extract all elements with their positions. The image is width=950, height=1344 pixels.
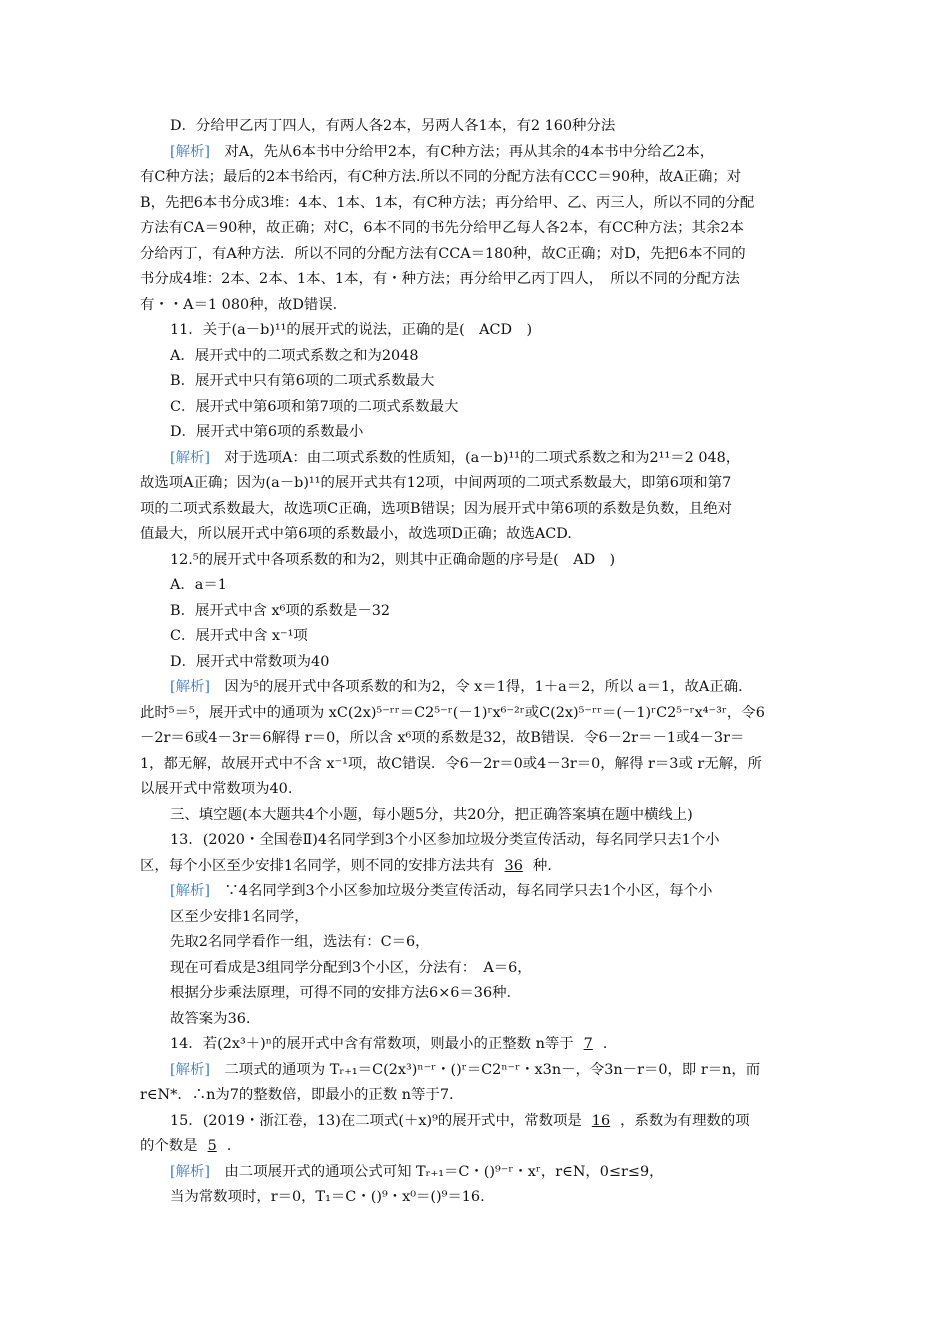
line-text: 书分成4堆：2本、2本、1本、1本，有・种方法；再分给甲乙丙丁四人， 所以不同的分配方法: [140, 271, 740, 287]
line-text: D．展开式中第6项的系数最小: [170, 424, 364, 440]
analysis-tag: [解析]: [170, 449, 211, 466]
text-line: [140, 267, 830, 293]
analysis-tag: [解析]: [170, 883, 211, 899]
line-text: C．展开式中含 x⁻¹项: [170, 628, 308, 644]
line-text: 13．(2020・全国卷Ⅱ)4名同学到3个小区参加垃圾分类宣传活动，每名同学只去1个小: [170, 832, 720, 848]
line-text: 值最大，所以展开式中第6项的系数最小，故选项D正确；故选ACD.: [140, 526, 572, 542]
line-text: 分给丙丁，有A种方法．所以不同的分配方法有CCA＝180种，故C正确；对D，先把6本不同的: [140, 245, 746, 262]
line-text: r∈N*．∴n为7的整数倍，即最小的正数 n等于7.: [140, 1087, 454, 1103]
text-line: [140, 216, 830, 242]
text-line: [140, 828, 830, 854]
line-text-after: .: [602, 1036, 608, 1052]
text-line: [140, 1032, 830, 1058]
line-text: C．展开式中第6项和第7项的二项式系数最大: [170, 398, 459, 415]
text-line: [140, 344, 830, 370]
line-text: 区，每个小区至少安排1名同学，则不同的安排方法共有: [140, 857, 495, 874]
text-line: [140, 1185, 830, 1211]
line-text: 根据分步乘法原理，可得不同的安排方法6×6＝36种．: [170, 985, 521, 1001]
line-text: 项的二项式系数最大，故选项C正确，选项B错误；因为展开式中第6项的系数是负数，且绝对: [140, 500, 732, 517]
line-text: 现在可看成是3组同学分配到3个小区，分法有： A＝6，: [170, 959, 532, 976]
line-text: 14．若(2x³＋)ⁿ的展开式中含有常数项，则最小的正整数 n等于: [170, 1036, 574, 1052]
line-text: 故选项A正确；因为(a－b)¹¹的展开式共有12项，中间两项的二项式系数最大，即第6项和第7: [140, 475, 732, 491]
text-line: [140, 599, 830, 625]
text-line: [140, 1058, 830, 1084]
line-text: 故答案为36.: [170, 1010, 251, 1027]
text-line: [140, 803, 830, 829]
text-line: [140, 165, 830, 191]
line-text: B．展开式中含 x⁶项的系数是－32: [170, 602, 391, 619]
analysis-tag: [解析]: [170, 679, 211, 695]
text-line: [140, 624, 830, 650]
text-line: [140, 497, 830, 523]
line-text: 区至少安排1名同学，: [170, 908, 309, 925]
line-text: D．分给甲乙丙丁四人，有两人各2本，另两人各1本，有2 160种分法: [170, 118, 616, 134]
line-text-after: ，系数为有理数的项: [620, 1112, 750, 1129]
text-line: [140, 701, 830, 727]
text-line: [140, 369, 830, 395]
line-text: 三、填空题(本大题共4个小题，每小题5分，共20分，把正确答案填在题中横线上): [170, 806, 693, 823]
line-text: 此时⁵＝⁵，展开式中的通项为 xC(2x)⁵⁻ʳʳ＝C2⁵⁻ʳ(－1)ʳx⁶⁻²ʳ或C(2x)⁵⁻ʳʳ＝(－1)ʳC2⁵⁻ʳx⁴⁻³ʳ，令6: [140, 704, 765, 721]
analysis-tag: [解析]: [170, 143, 211, 160]
line-text: 先取2名同学看作一组，选法有：C＝6，: [170, 934, 430, 950]
line-text: D．展开式中常数项为40: [170, 653, 330, 670]
line-text-after: 种.: [532, 857, 552, 874]
text-line: [140, 1160, 830, 1186]
text-line: [140, 522, 830, 548]
text-line: [140, 956, 830, 982]
text-line: [140, 930, 830, 956]
text-line: [140, 1083, 830, 1109]
text-line: [140, 573, 830, 599]
line-text: 1，都无解，故展开式中不含 x⁻¹项，故C错误．令6－2r＝0或4－3r＝0，解得 r＝3或 r无解，所: [140, 755, 762, 772]
text-line: [140, 318, 830, 344]
text-line: [140, 293, 830, 319]
line-text: A．展开式中的二项式系数之和为2048: [170, 347, 419, 364]
text-line: [140, 395, 830, 421]
text-line: [140, 752, 830, 778]
line-text: 对A，先从6本书中分给甲2本，有C种方法；再从其余的4本书中分给乙2本，: [210, 143, 715, 160]
line-text: 方法有CA＝90种，故正确；对C，6本不同的书先分给甲乙每人各2本，有CC种方法；其余2本: [140, 220, 744, 236]
text-line: [140, 242, 830, 268]
text-line: [140, 650, 830, 676]
analysis-tag: [解析]: [170, 1061, 211, 1078]
line-text: 有・・A＝1 080种，故D错误．: [140, 296, 348, 313]
line-text: －2r＝6或4－3r＝6解得 r＝0，所以含 x⁶项的系数是32，故B错误．令6－2r＝－1或4－3r＝: [140, 730, 745, 746]
text-line: [140, 140, 830, 166]
text-line: [140, 879, 830, 905]
answer-blank: 16: [591, 1112, 611, 1129]
answer-blank: 36: [504, 857, 523, 874]
text-line: [140, 854, 830, 880]
text-line: [140, 446, 830, 472]
answer-blank: 5: [207, 1138, 217, 1154]
text-line: [140, 548, 830, 574]
document-body: [140, 114, 830, 1211]
text-line: [140, 1134, 830, 1160]
line-text: 由二项展开式的通项公式可知 Tᵣ₊₁＝C・()⁹⁻ʳ・xʳ，r∈N，0≤r≤9，: [210, 1163, 664, 1180]
text-line: [140, 1109, 830, 1135]
line-text: 二项式的通项为 Tᵣ₊₁＝C(2x³)ⁿ⁻ʳ・()ʳ＝C2ⁿ⁻ʳ・x3n－，令3n－r＝0，即 r＝n，而: [210, 1061, 761, 1078]
line-text: B，先把6本书分成3堆：4本、1本、1本，有C种方法；再分给甲、乙、丙三人，所以不同的分配: [140, 194, 755, 211]
text-line: [140, 420, 830, 446]
line-text: 有C种方法；最后的2本书给丙，有C种方法.所以不同的分配方法有CCC＝90种，故A正确；对: [140, 169, 742, 185]
line-text: 因为⁵的展开式中各项系数的和为2，令 x＝1得，1＋a＝2，所以 a＝1，故A正确.: [210, 679, 743, 695]
text-line: [140, 191, 830, 217]
line-text: 当为常数项时，r＝0，T₁＝C・()⁹・x⁰＝()⁹＝16.: [170, 1189, 485, 1205]
text-line: [140, 905, 830, 931]
text-line: [140, 981, 830, 1007]
line-text: 对于选项A：由二项式系数的性质知，(a－b)¹¹的二项式系数之和为2¹¹＝2 048，: [210, 449, 741, 466]
answer-blank: 7: [583, 1036, 593, 1052]
text-line: [140, 1007, 830, 1033]
line-text: 12.⁵的展开式中各项系数的和为2，则其中正确命题的序号是( AD ): [170, 551, 616, 568]
text-line: [140, 471, 830, 497]
analysis-tag: [解析]: [170, 1163, 211, 1180]
text-line: [140, 726, 830, 752]
line-text-after: .: [226, 1138, 232, 1154]
line-text: 的个数是: [140, 1138, 198, 1154]
line-text: B．展开式中只有第6项的二项式系数最大: [170, 373, 435, 389]
text-line: [140, 675, 830, 701]
line-text: 15．(2019・浙江卷，13)在二项式(＋x)⁹的展开式中，常数项是: [170, 1112, 582, 1129]
text-line: [140, 114, 830, 140]
line-text: ∵4名同学到3个小区参加垃圾分类宣传活动，每名同学只去1个小区，每个小: [210, 883, 713, 899]
line-text: 以展开式中常数项为40.: [140, 781, 293, 797]
line-text: A．a＝1: [170, 577, 227, 593]
line-text: 11．关于(a－b)¹¹的展开式的说法，正确的是( ACD ): [170, 322, 533, 338]
text-line: [140, 777, 830, 803]
